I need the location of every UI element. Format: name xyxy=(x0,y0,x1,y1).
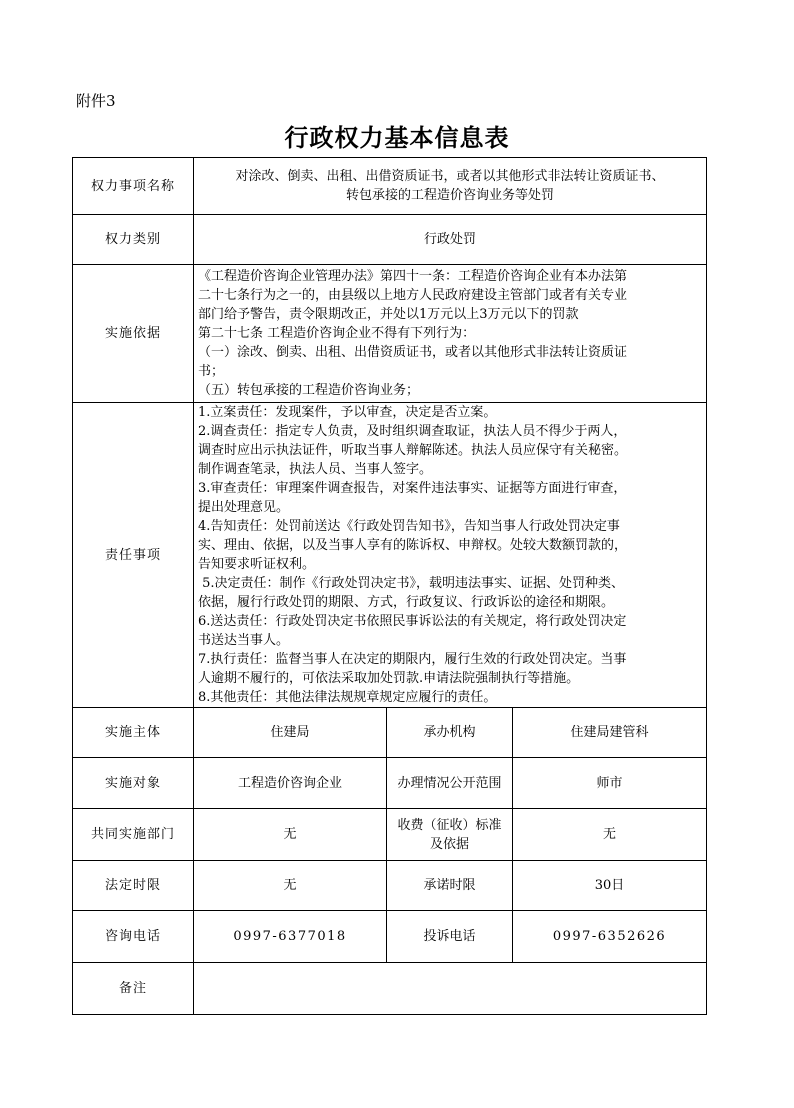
subject-label: 实施主体 xyxy=(73,708,194,758)
promised-time-limit-value: 30日 xyxy=(513,861,707,911)
responsibility-line: 书送达当事人。 xyxy=(198,633,290,648)
fee-standard-label xyxy=(387,809,513,861)
responsibility-line: 人逾期不履行的，可依法采取加处罚款.申请法院强制执行等措施。 xyxy=(198,671,580,686)
row-category xyxy=(73,215,707,265)
document-title: 行政权力基本信息表 xyxy=(284,123,510,152)
basis-line: 部门给予警告，责令限期改正，并处以1万元以上3万元以下的罚款 xyxy=(198,307,579,322)
responsibility-line: 6.送达责任：行政处罚决定书依照民事诉讼法的有关规定，将行政处罚决定 xyxy=(198,614,627,629)
complaint-phone-label: 投诉电话 xyxy=(387,911,513,963)
row-item-name xyxy=(73,158,707,215)
remarks-value xyxy=(194,963,707,1015)
responsibility-line: 2.调查责任：指定专人负责，及时组织调查取证，执法人员不得少于两人， xyxy=(198,424,627,439)
category-value: 行政处罚 xyxy=(194,215,707,265)
row-subject xyxy=(73,708,707,758)
joint-dept-label: 共同实施部门 xyxy=(73,809,194,861)
fee-standard-line: 及依据 xyxy=(429,836,469,852)
promised-time-limit-label: 承诺时限 xyxy=(387,861,513,911)
responsibility-line: 1.立案责任：发现案件，予以审查，决定是否立案。 xyxy=(198,405,497,420)
item-name-value xyxy=(194,158,707,215)
basis-line: 《工程造价咨询企业管理办法》第四十一条：工程造价咨询企业有本办法第 xyxy=(198,269,628,284)
row-joint xyxy=(73,809,707,861)
basis-line: 二十七条行为之一的，由县级以上地方人民政府建设主管部门或者有关专业 xyxy=(198,288,628,303)
responsibility-line: 调查时应出示执法证件，听取当事人辩解陈述。执法人员应保守有关秘密。 xyxy=(198,443,628,458)
consult-phone-value: 0997-6377018 xyxy=(194,911,387,963)
basis-line: 书； xyxy=(198,364,225,379)
responsibility-line: 制作调查笔录，执法人员、当事人签字。 xyxy=(198,462,433,477)
responsibility-line: 提出处理意见。 xyxy=(198,500,290,515)
consult-phone-label: 咨询电话 xyxy=(73,911,194,963)
agency-value: 住建局建管科 xyxy=(513,708,707,758)
row-remarks xyxy=(73,963,707,1015)
row-phone xyxy=(73,911,707,963)
responsibility-line: 8.其他责任：其他法律法规规章规定应履行的责任。 xyxy=(198,690,497,705)
item-name-line: 对涂改、倒卖、出租、出借资质证书，或者以其他形式非法转让资质证书、 xyxy=(235,169,665,184)
subject-value: 住建局 xyxy=(194,708,387,758)
legal-time-limit-value: 无 xyxy=(194,861,387,911)
attachment-label: 附件3 xyxy=(76,92,116,110)
basis-line: （一）涂改、倒卖、出租、出借资质证书，或者以其他形式非法转让资质证 xyxy=(198,345,628,360)
responsibility-line: 5.决定责任：制作《行政处罚决定书》，载明违法事实、证据、处罚种类、 xyxy=(198,576,625,591)
responsibility-line: 告知要求听证权利。 xyxy=(198,557,316,572)
target-label: 实施对象 xyxy=(73,758,194,809)
responsibility-line: 3.审查责任：审理案件调查报告，对案件违法事实、证据等方面进行审查， xyxy=(198,481,627,496)
responsibility-line: 实、理由、依据，以及当事人享有的陈诉权、申辩权。处较大数额罚款的， xyxy=(198,538,628,553)
legal-time-limit-label: 法定时限 xyxy=(73,861,194,911)
complaint-phone-value: 0997-6352626 xyxy=(513,911,707,963)
row-basis xyxy=(73,265,707,403)
joint-dept-value: 无 xyxy=(194,809,387,861)
fee-standard-line: 收费（征收）标准 xyxy=(397,817,502,833)
row-responsibility xyxy=(73,403,707,708)
category-label: 权力类别 xyxy=(73,215,194,265)
responsibility-content xyxy=(194,403,707,708)
target-value: 工程造价咨询企业 xyxy=(194,758,387,809)
responsibility-line: 4.告知责任：处罚前送达《行政处罚告知书》，告知当事人行政处罚决定事 xyxy=(198,519,620,534)
basis-label: 实施依据 xyxy=(73,265,194,403)
disclosure-scope-label: 办理情况公开范围 xyxy=(387,758,513,809)
remarks-label: 备注 xyxy=(73,963,194,1015)
info-table xyxy=(72,157,707,1015)
basis-line: （五）转包承接的工程造价咨询业务； xyxy=(198,383,420,398)
basis-content xyxy=(194,265,707,403)
responsibility-label: 责任事项 xyxy=(73,403,194,708)
basis-line: 第二十七条 工程造价咨询企业不得有下列行为： xyxy=(198,326,476,341)
disclosure-scope-value: 师市 xyxy=(513,758,707,809)
item-name-label: 权力事项名称 xyxy=(73,158,194,215)
fee-standard-value: 无 xyxy=(513,809,707,861)
responsibility-line: 7.执行责任：监督当事人在决定的期限内，履行生效的行政处罚决定。当事 xyxy=(198,652,627,667)
row-target xyxy=(73,758,707,809)
agency-label: 承办机构 xyxy=(387,708,513,758)
row-time-limit xyxy=(73,861,707,911)
responsibility-line: 依据，履行行政处罚的期限、方式，行政复议、行政诉讼的途径和期限。 xyxy=(198,595,615,610)
item-name-line: 转包承接的工程造价咨询业务等处罚 xyxy=(346,188,555,203)
